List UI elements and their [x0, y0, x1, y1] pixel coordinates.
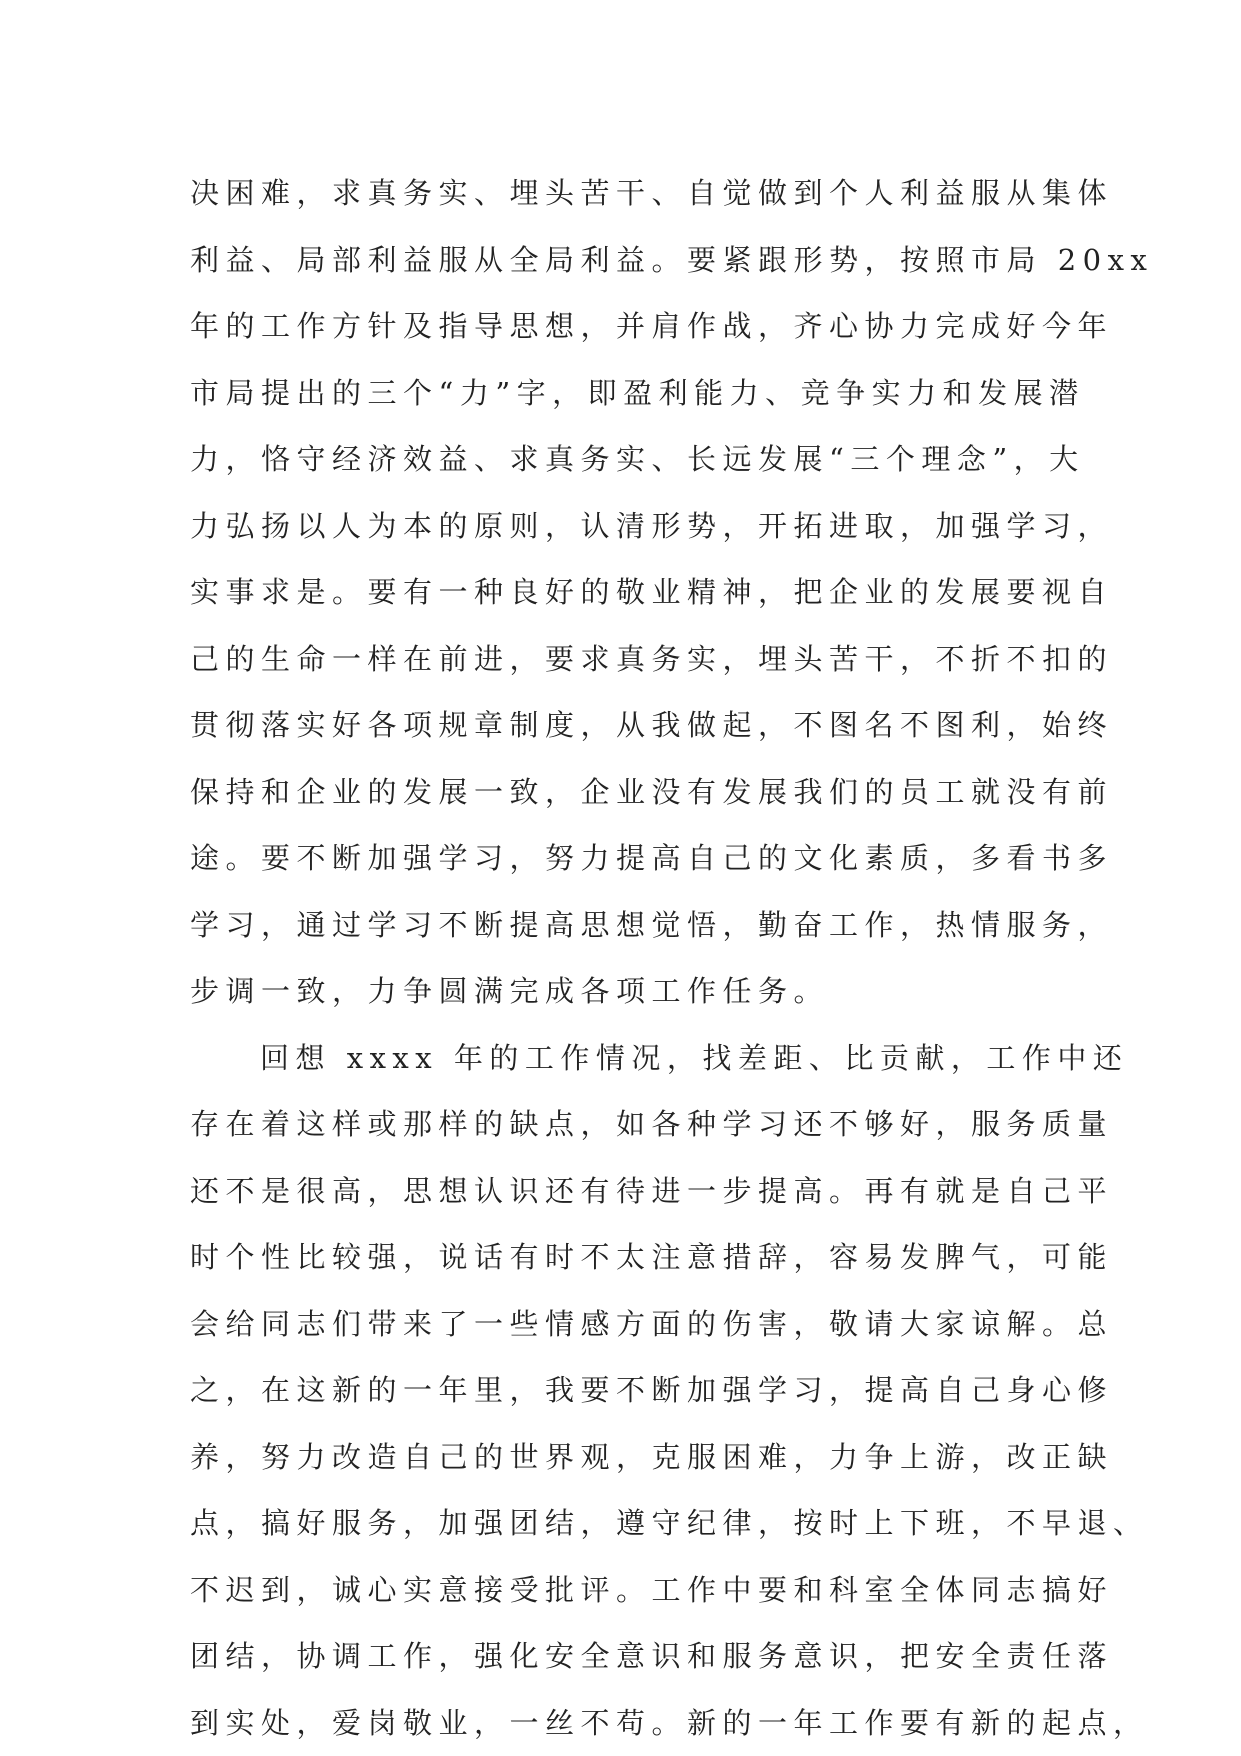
text-line: 保持和企业的发展一致，企业没有发展我们的员工就没有前: [190, 759, 1070, 826]
text-line: 回想 xxxx 年的工作情况，找差距、比贡献，工作中还: [190, 1025, 1070, 1092]
text-line: 之，在这新的一年里，我要不断加强学习，提高自己身心修: [190, 1357, 1070, 1424]
text-line: 决困难，求真务实、埋头苦干、自觉做到个人利益服从集体: [190, 160, 1070, 227]
text-line: 团结，协调工作，强化安全意识和服务意识，把安全责任落: [190, 1623, 1070, 1690]
text-line: 市局提出的三个“力”字，即盈利能力、竞争实力和发展潜: [190, 360, 1070, 427]
text-line: 学习，通过学习不断提高思想觉悟，勤奋工作，热情服务，: [190, 892, 1070, 959]
text-line: 不迟到，诚心实意接受批评。工作中要和科室全体同志搞好: [190, 1557, 1070, 1624]
text-line: 年的工作方针及指导思想，并肩作战，齐心协力完成好今年: [190, 293, 1070, 360]
body-text: [190, 160, 1070, 1756]
text-line: 还不是很高，思想认识还有待进一步提高。再有就是自己平: [190, 1158, 1070, 1225]
text-line: 己的生命一样在前进，要求真务实，埋头苦干，不折不扣的: [190, 626, 1070, 693]
text-line: 会给同志们带来了一些情感方面的伤害，敬请大家谅解。总: [190, 1291, 1070, 1358]
text-line: 点，搞好服务，加强团结，遵守纪律，按时上下班，不早退、: [190, 1490, 1070, 1557]
text-line: 实事求是。要有一种良好的敬业精神，把企业的发展要视自: [190, 559, 1070, 626]
text-line: 力，恪守经济效益、求真务实、长远发展“三个理念”，大: [190, 426, 1070, 493]
text-line: 力弘扬以人为本的原则，认清形势，开拓进取，加强学习，: [190, 493, 1070, 560]
text-line: 步调一致，力争圆满完成各项工作任务。: [190, 958, 1070, 1025]
text-line: 利益、局部利益服从全局利益。要紧跟形势，按照市局 20xx: [190, 227, 1070, 294]
text-line: 存在着这样或那样的缺点，如各种学习还不够好，服务质量: [190, 1091, 1070, 1158]
text-line: 贯彻落实好各项规章制度，从我做起，不图名不图利，始终: [190, 692, 1070, 759]
text-line: 途。要不断加强学习，努力提高自己的文化素质，多看书多: [190, 825, 1070, 892]
text-line: 到实处，爱岗敬业，一丝不苟。新的一年工作要有新的起点，: [190, 1690, 1070, 1756]
text-line: 时个性比较强，说话有时不太注意措辞，容易发脾气，可能: [190, 1224, 1070, 1291]
text-line: 养，努力改造自己的世界观，克服困难，力争上游，改正缺: [190, 1424, 1070, 1491]
